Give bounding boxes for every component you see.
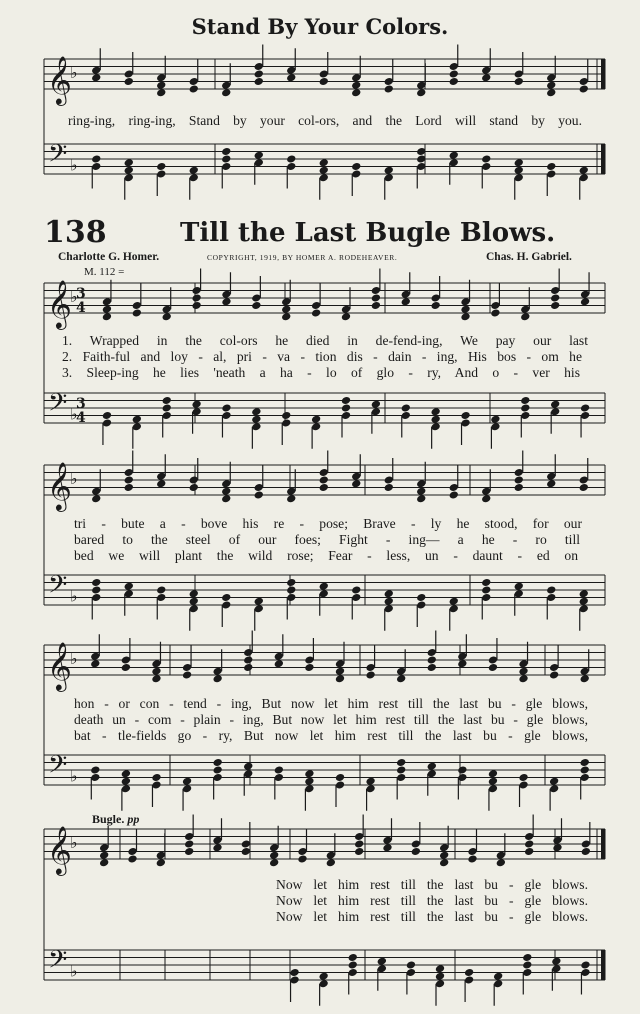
notehead — [384, 166, 394, 175]
notehead — [467, 854, 477, 863]
notehead — [439, 851, 449, 860]
notehead — [546, 81, 556, 90]
notehead — [579, 589, 589, 598]
notehead — [580, 403, 590, 412]
notehead — [464, 968, 474, 977]
lyric-s3-v3: bat - tle-fields go - ry, But now let him rest till the last bu - gle blows, — [74, 728, 588, 743]
notehead — [319, 77, 329, 86]
notehead — [254, 490, 264, 499]
notehead — [341, 396, 351, 405]
notehead — [99, 851, 109, 860]
treble-clef-icon: 𝄞 — [47, 641, 72, 690]
notehead — [579, 166, 589, 175]
notehead — [156, 162, 166, 171]
notehead — [286, 73, 296, 82]
notehead — [189, 166, 199, 175]
notehead — [546, 162, 556, 171]
lyric-s3-v2: death un - com - plain - ing, But now let him rest till the last bu - gle blows, — [74, 712, 588, 727]
notehead — [269, 858, 279, 867]
bass-clef-icon: 𝄢 — [48, 570, 68, 606]
notehead — [348, 960, 358, 969]
notehead — [522, 953, 532, 962]
notehead — [427, 655, 437, 664]
notehead — [416, 494, 426, 503]
bass-clef-icon: 𝄢 — [48, 139, 68, 175]
notehead — [518, 667, 528, 676]
notehead — [351, 585, 361, 594]
notehead — [580, 758, 590, 767]
notehead — [102, 305, 112, 314]
notehead — [481, 73, 491, 82]
notehead — [182, 777, 192, 786]
notehead — [351, 81, 361, 90]
notehead — [396, 765, 406, 774]
notehead — [156, 81, 166, 90]
notehead — [524, 839, 534, 848]
tempo-marking: M. 112 = — [84, 266, 125, 278]
notehead — [319, 158, 329, 167]
notehead — [241, 847, 251, 856]
notehead — [281, 411, 291, 420]
notehead — [524, 847, 534, 856]
notehead — [91, 494, 101, 503]
final-barline — [601, 950, 605, 980]
notehead — [520, 312, 530, 321]
notehead — [365, 670, 375, 679]
notehead — [251, 407, 261, 416]
treble-clef-icon: 𝄞 — [47, 55, 72, 104]
notehead — [189, 483, 199, 492]
composer-credit: Chas. H. Gabriel. — [486, 251, 572, 263]
notehead — [580, 765, 590, 774]
notehead — [371, 301, 381, 310]
notehead — [430, 407, 440, 416]
notehead — [514, 483, 524, 492]
notehead — [151, 773, 161, 782]
notehead — [481, 585, 491, 594]
notehead — [449, 77, 459, 86]
lyric-s1-v3: 3. Sleep-ing he lies 'neath a ha - lo of glo - ry, And o - ver his — [62, 365, 580, 380]
treble-clef-icon: 𝄞 — [47, 825, 72, 874]
notehead — [124, 77, 134, 86]
notehead — [162, 312, 172, 321]
notehead — [191, 400, 201, 409]
notehead — [435, 972, 445, 981]
notehead — [254, 597, 264, 606]
notehead — [457, 659, 467, 668]
notehead — [384, 483, 394, 492]
notehead — [580, 297, 590, 306]
notehead — [546, 88, 556, 97]
notehead — [221, 297, 231, 306]
notehead — [384, 597, 394, 606]
notehead — [551, 957, 561, 966]
lyric-s3-v1: hon - or con - tend - ing, But now let him rest till the last bu - gle blows, — [74, 696, 588, 711]
notehead — [156, 585, 166, 594]
notehead — [151, 667, 161, 676]
notehead — [488, 769, 498, 778]
notehead — [124, 475, 134, 484]
notehead — [449, 597, 459, 606]
dynamic-marking: pp — [127, 812, 140, 826]
notehead — [319, 475, 329, 484]
notehead — [396, 758, 406, 767]
notehead — [91, 154, 101, 163]
hymn-title: Till the Last Bugle Blows. — [180, 218, 556, 248]
notehead — [311, 308, 321, 317]
notehead — [254, 69, 264, 78]
notehead — [286, 494, 296, 503]
notehead — [449, 490, 459, 499]
notehead — [550, 301, 560, 310]
notehead — [382, 843, 392, 852]
notehead — [384, 589, 394, 598]
notehead — [579, 84, 589, 93]
notehead — [132, 308, 142, 317]
notehead — [191, 293, 201, 302]
notehead — [377, 957, 387, 966]
notehead — [221, 593, 231, 602]
notehead — [90, 659, 100, 668]
notehead — [162, 403, 172, 412]
notehead — [416, 487, 426, 496]
notehead — [281, 305, 291, 314]
notehead — [212, 674, 222, 683]
page-title: Stand By Your Colors. — [191, 14, 449, 39]
notehead — [488, 777, 498, 786]
notehead — [546, 479, 556, 488]
notehead — [102, 411, 112, 420]
bass-clef-icon: 𝄢 — [48, 945, 68, 981]
notehead — [124, 483, 134, 492]
notehead — [552, 843, 562, 852]
flat-sign-icon: ♭ — [70, 766, 78, 786]
notehead — [121, 777, 131, 786]
notehead — [549, 670, 559, 679]
bugle-text: Bugle. — [92, 812, 125, 826]
flat-sign-icon: ♭ — [70, 586, 78, 606]
notehead — [550, 400, 560, 409]
notehead — [335, 773, 345, 782]
notehead — [221, 147, 231, 156]
notehead — [318, 972, 328, 981]
notehead — [151, 674, 161, 683]
notehead — [102, 312, 112, 321]
notehead — [304, 663, 314, 672]
time-signature: 4 — [76, 410, 86, 426]
notehead — [493, 972, 503, 981]
bass-clef-icon: 𝄢 — [48, 750, 68, 786]
final-barline — [601, 829, 605, 859]
notehead — [304, 777, 314, 786]
flat-sign-icon: ♭ — [70, 155, 78, 175]
notehead — [351, 88, 361, 97]
notehead — [319, 166, 329, 175]
notehead — [481, 494, 491, 503]
notehead — [514, 77, 524, 86]
notehead — [319, 483, 329, 492]
notehead — [91, 578, 101, 587]
lyric-s2-v3: bed we will plant the wild rose; Fear - less, un - daunt - ed on — [74, 548, 578, 563]
notehead — [184, 847, 194, 856]
lyric-s2-v2: bared to the steel of our foes; Fight - ing— a he - ro till — [74, 532, 580, 547]
notehead — [518, 674, 528, 683]
notehead — [460, 411, 470, 420]
notehead — [335, 667, 345, 676]
final-barline — [601, 59, 605, 89]
notehead — [124, 166, 134, 175]
notehead — [326, 858, 336, 867]
notehead — [156, 479, 166, 488]
time-signature: 4 — [76, 300, 86, 316]
lyric-s1-v2: 2. Faith-ful and loy - al, pri - va - tion dis - dain - ing, His bos - om he — [62, 349, 582, 364]
flat-sign-icon: ♭ — [70, 63, 78, 82]
notehead — [351, 479, 361, 488]
flat-sign-icon: ♭ — [70, 833, 78, 852]
notehead — [430, 301, 440, 310]
notehead — [488, 663, 498, 672]
notehead — [221, 154, 231, 163]
notehead — [520, 396, 530, 405]
notehead — [496, 858, 506, 867]
notehead — [189, 597, 199, 606]
notehead — [348, 953, 358, 962]
notehead — [189, 84, 199, 93]
notehead — [286, 585, 296, 594]
notehead — [522, 960, 532, 969]
notehead — [281, 312, 291, 321]
notehead — [124, 158, 134, 167]
notehead — [311, 415, 321, 424]
notehead — [221, 494, 231, 503]
flat-sign-icon: ♭ — [70, 404, 78, 424]
flat-sign-icon: ♭ — [70, 469, 78, 488]
author-credit: Charlotte G. Homer. — [58, 251, 160, 263]
notehead — [514, 582, 524, 591]
notehead — [371, 400, 381, 409]
hymn-number: 138 — [44, 215, 107, 250]
notehead — [221, 403, 231, 412]
notehead — [449, 151, 459, 160]
lyric-s4-v1: Now let him rest till the last bu - gle blows. — [276, 877, 588, 892]
notehead — [546, 585, 556, 594]
notehead — [91, 585, 101, 594]
notehead — [121, 769, 131, 778]
notehead — [243, 762, 253, 771]
notehead — [384, 84, 394, 93]
notehead — [189, 589, 199, 598]
final-barline — [601, 144, 605, 174]
treble-clef-icon: 𝄞 — [47, 279, 72, 328]
notehead — [481, 154, 491, 163]
notehead — [212, 758, 222, 767]
notehead — [365, 777, 375, 786]
notehead — [182, 670, 192, 679]
notehead — [191, 301, 201, 310]
notehead — [416, 88, 426, 97]
flat-sign-icon: ♭ — [70, 287, 78, 306]
notehead — [580, 960, 590, 969]
notehead — [127, 854, 137, 863]
notehead — [221, 88, 231, 97]
notehead — [354, 847, 364, 856]
notehead — [254, 151, 264, 160]
notehead — [449, 69, 459, 78]
notehead — [514, 158, 524, 167]
notehead — [254, 77, 264, 86]
notehead — [435, 964, 445, 973]
notehead — [490, 308, 500, 317]
notehead — [335, 674, 345, 683]
notehead — [99, 858, 109, 867]
bass-clef-icon: 𝄢 — [48, 388, 68, 424]
notehead — [581, 847, 591, 856]
notehead — [289, 968, 299, 977]
notehead — [269, 851, 279, 860]
notehead — [212, 765, 222, 774]
notehead — [90, 765, 100, 774]
notehead — [274, 659, 284, 668]
notehead — [396, 674, 406, 683]
notehead — [184, 839, 194, 848]
notehead — [351, 162, 361, 171]
notehead — [550, 293, 560, 302]
copyright-notice: COPYRIGHT, 1919, BY HOMER A. RODEHEAVER. — [207, 253, 398, 262]
notehead — [430, 415, 440, 424]
notehead — [579, 597, 589, 606]
lyric-s4-v3: Now let him rest till the last bu - gle blows. — [276, 909, 588, 924]
notehead — [416, 593, 426, 602]
notehead — [286, 154, 296, 163]
notehead — [460, 305, 470, 314]
notehead — [319, 582, 329, 591]
notehead — [91, 73, 101, 82]
notehead — [124, 582, 134, 591]
notehead — [520, 403, 530, 412]
refrain-lyric: ring-ing, ring-ing, Stand by your col-ors, and the Lord will stand by you. — [68, 113, 582, 128]
notehead — [243, 663, 253, 672]
notehead — [514, 166, 524, 175]
notehead — [490, 415, 500, 424]
notehead — [156, 858, 166, 867]
time-signature: 3 — [76, 396, 86, 412]
notehead — [427, 663, 437, 672]
notehead — [439, 858, 449, 867]
notehead — [457, 765, 467, 774]
notehead — [156, 88, 166, 97]
notehead — [243, 655, 253, 664]
notehead — [297, 854, 307, 863]
notehead — [221, 487, 231, 496]
lyric-s1-v1: 1. Wrapped in the col-ors he died in de-fend-ing, We pay our last — [62, 333, 588, 348]
notehead — [371, 293, 381, 302]
notehead — [251, 415, 261, 424]
notehead — [212, 843, 222, 852]
time-signature: 3 — [76, 286, 86, 302]
notehead — [354, 839, 364, 848]
notehead — [411, 847, 421, 856]
notehead — [579, 483, 589, 492]
lyric-s2-v1: tri - bute a - bove his re - pose; Brave - ly he stood, for our — [74, 516, 582, 531]
notehead — [518, 773, 528, 782]
notehead — [162, 396, 172, 405]
notehead — [549, 777, 559, 786]
notehead — [460, 312, 470, 321]
notehead — [274, 765, 284, 774]
notehead — [580, 674, 590, 683]
lyric-s4-v2: Now let him rest till the last bu - gle blows. — [276, 893, 588, 908]
notehead — [304, 769, 314, 778]
notehead — [481, 578, 491, 587]
notehead — [286, 578, 296, 587]
notehead — [514, 475, 524, 484]
flat-sign-icon: ♭ — [70, 649, 78, 668]
notehead — [341, 403, 351, 412]
notehead — [251, 301, 261, 310]
notehead — [401, 297, 411, 306]
notehead — [121, 663, 131, 672]
notehead — [406, 960, 416, 969]
notehead — [132, 415, 142, 424]
notehead — [401, 403, 411, 412]
notehead — [341, 312, 351, 321]
flat-sign-icon: ♭ — [70, 961, 78, 981]
notehead — [427, 762, 437, 771]
treble-clef-icon: 𝄞 — [47, 461, 72, 510]
